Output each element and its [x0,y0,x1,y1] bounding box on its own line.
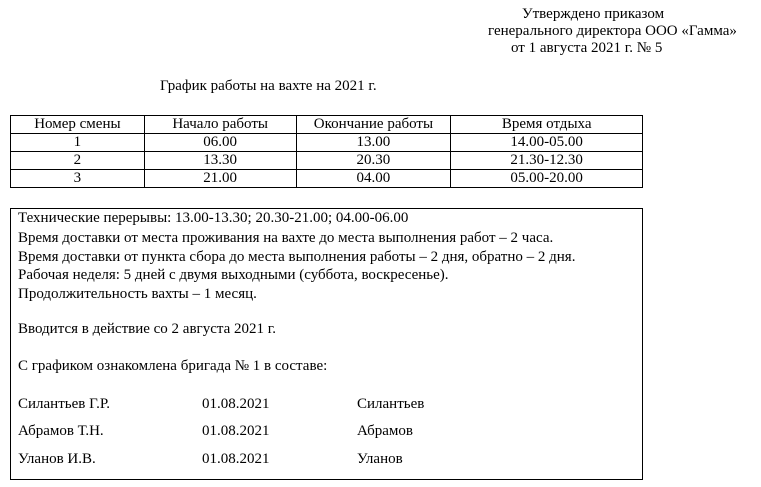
signatory-name: Абрамов Т.Н. [18,423,104,439]
header-rest-time: Время отдыха [451,116,643,134]
signatory-name: Уланов И.В. [18,451,96,467]
table-row [11,170,643,188]
header-shift-number: Номер смены [11,116,145,134]
signatory-name: Силантьев Г.Р. [18,396,111,412]
cell-end-time: 04.00 [296,170,451,188]
cell-shift-number: 2 [11,152,145,170]
cell-rest-time: 05.00-20.00 [451,170,643,188]
cell-end-time: 13.00 [296,134,451,152]
shift-schedule-table [10,115,643,188]
cell-end-time: 20.30 [296,152,451,170]
signature: Абрамов [357,423,413,439]
technical-breaks-text: Технические перерывы: 13.00-13.30; 20.30-21.00; 04.00-06.00 [18,210,409,226]
delivery-to-work-text: Время доставки от места проживания на вахте до места выполнения работ – 2 часа. [18,230,554,246]
signature-date: 01.08.2021 [202,451,270,467]
cell-start-time: 06.00 [144,134,296,152]
cell-shift-number: 1 [11,134,145,152]
approval-line-2: генерального директора ООО «Гамма» [488,23,737,39]
cell-start-time: 21.00 [144,170,296,188]
approval-stamp [478,6,758,57]
header-end-time: Окончание работы [296,116,451,134]
work-week-text: Рабочая неделя: 5 дней с двумя выходными (суббота, воскресенье). [18,267,449,283]
cell-shift-number: 3 [11,170,145,188]
shift-duration-text: Продолжительность вахты – 1 месяц. [18,286,257,302]
signature-date: 01.08.2021 [202,423,270,439]
approval-line-3: от 1 августа 2021 г. № 5 [511,40,663,56]
table-row [11,152,643,170]
schedule-details-box [10,208,643,480]
signature-date: 01.08.2021 [202,396,270,412]
cell-rest-time: 14.00-05.00 [451,134,643,152]
table-row [11,134,643,152]
signature: Уланов [357,451,403,467]
cell-start-time: 13.30 [144,152,296,170]
cell-rest-time: 21.30-12.30 [451,152,643,170]
table-header-row [11,116,643,134]
signature: Силантьев [357,396,425,412]
document-title: График работы на вахте на 2021 г. [160,78,377,94]
effective-date-text: Вводится в действие со 2 августа 2021 г. [18,321,276,337]
acquainted-text: С графиком ознакомлена бригада № 1 в составе: [18,358,328,374]
approval-line-1: Утверждено приказом [522,6,665,22]
header-start-time: Начало работы [144,116,296,134]
delivery-from-collection-text: Время доставки от пункта сбора до места выполнения работы – 2 дня, обратно – 2 дня. [18,249,576,265]
